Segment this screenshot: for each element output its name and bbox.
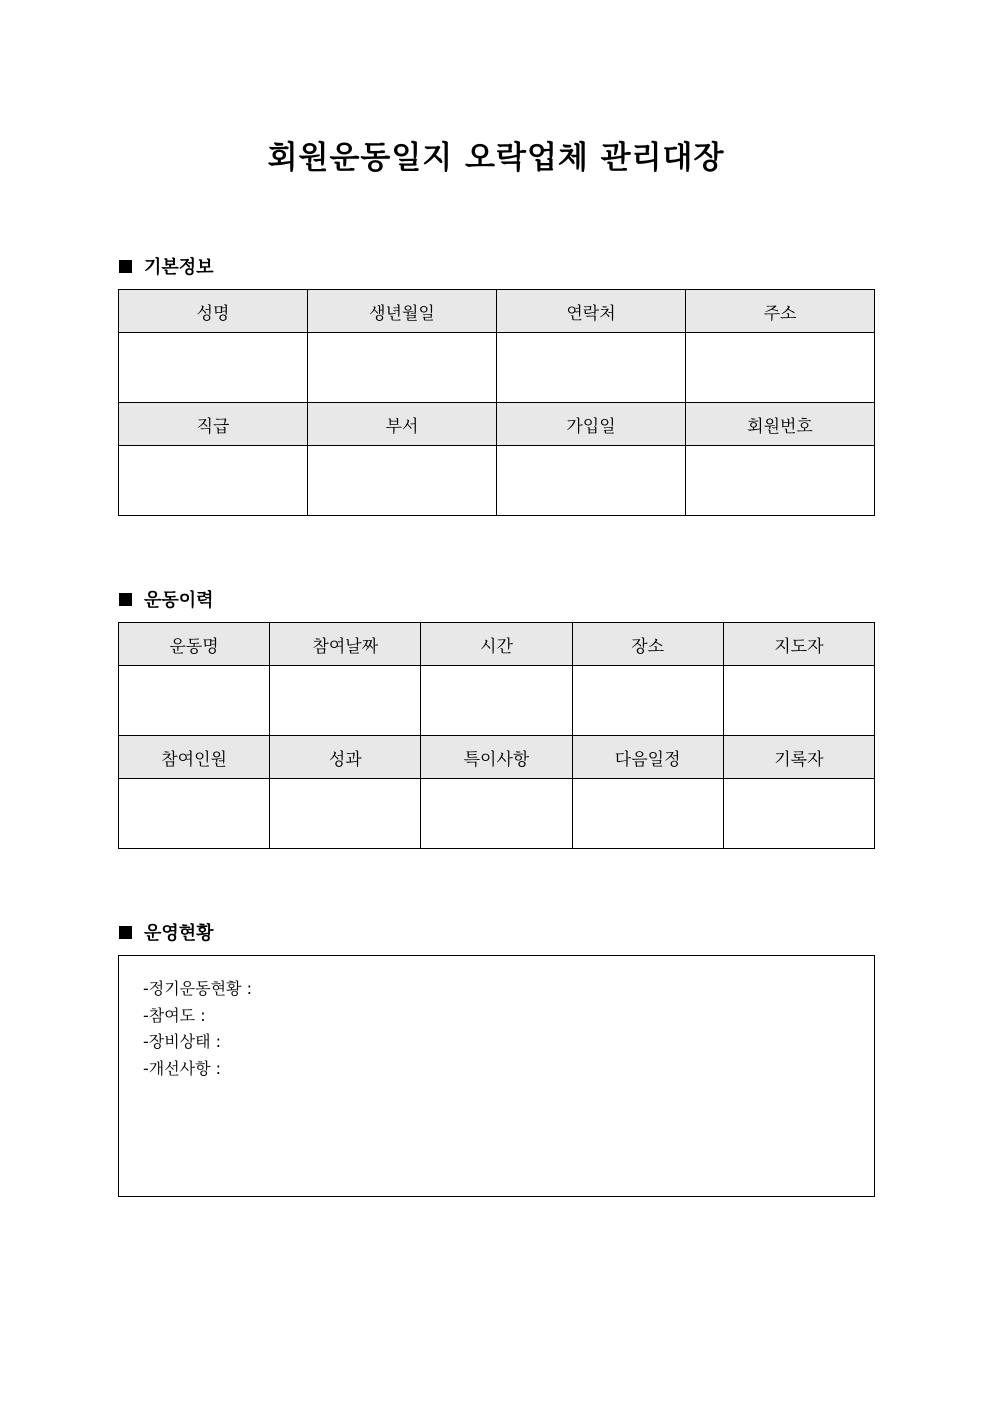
input-cell-member-number[interactable] bbox=[686, 446, 875, 516]
header-cell-birthdate: 생년월일 bbox=[308, 290, 497, 333]
header-cell-special-notes: 특이사항 bbox=[421, 736, 572, 779]
input-cell-department[interactable] bbox=[308, 446, 497, 516]
input-cell-position[interactable] bbox=[119, 446, 308, 516]
header-row bbox=[119, 736, 875, 779]
status-lines bbox=[143, 976, 252, 1082]
input-cell-time[interactable] bbox=[421, 666, 572, 736]
header-cell-location: 장소 bbox=[572, 623, 723, 666]
input-cell-recorder[interactable] bbox=[723, 779, 874, 849]
input-cell-results[interactable] bbox=[270, 779, 421, 849]
input-cell-next-schedule[interactable] bbox=[572, 779, 723, 849]
section-heading-exercise-history bbox=[119, 586, 214, 612]
status-line-regular-exercise: -정기운동현황 : bbox=[143, 979, 252, 998]
input-cell-special-notes[interactable] bbox=[421, 779, 572, 849]
status-line-equipment: -장비상태 : bbox=[143, 1032, 222, 1051]
black-square-icon bbox=[119, 926, 132, 939]
input-cell-join-date[interactable] bbox=[497, 446, 686, 516]
header-cell-position: 직급 bbox=[119, 403, 308, 446]
header-cell-time: 시간 bbox=[421, 623, 572, 666]
input-row bbox=[119, 333, 875, 403]
section-heading-operation-status bbox=[119, 919, 214, 945]
header-cell-address: 주소 bbox=[686, 290, 875, 333]
black-square-icon bbox=[119, 593, 132, 606]
header-row bbox=[119, 623, 875, 666]
section-heading-basic-info bbox=[119, 253, 214, 279]
status-line-participation: -참여도 : bbox=[143, 1005, 206, 1025]
header-cell-member-number: 회원번호 bbox=[686, 403, 875, 446]
header-cell-contact: 연락처 bbox=[497, 290, 686, 333]
exercise-history-table bbox=[118, 622, 875, 849]
input-cell-participants[interactable] bbox=[119, 779, 270, 849]
header-cell-department: 부서 bbox=[308, 403, 497, 446]
header-cell-recorder: 기록자 bbox=[723, 736, 874, 779]
header-cell-participants: 참여인원 bbox=[119, 736, 270, 779]
input-cell-name[interactable] bbox=[119, 333, 308, 403]
header-cell-instructor: 지도자 bbox=[723, 623, 874, 666]
black-square-icon bbox=[119, 260, 132, 273]
header-row bbox=[119, 290, 875, 333]
section-title: 운동이력 bbox=[144, 590, 214, 611]
header-cell-participation-date: 참여날짜 bbox=[270, 623, 421, 666]
operation-status-box[interactable] bbox=[118, 955, 875, 1197]
input-cell-address[interactable] bbox=[686, 333, 875, 403]
input-cell-birthdate[interactable] bbox=[308, 333, 497, 403]
section-title: 운영현황 bbox=[144, 923, 214, 944]
status-line-improvements: -개선사항 : bbox=[143, 1058, 222, 1078]
input-row bbox=[119, 666, 875, 736]
page-title: 회원운동일지 오락업체 관리대장 bbox=[267, 140, 725, 176]
header-row bbox=[119, 403, 875, 446]
basic-info-table bbox=[118, 289, 875, 516]
input-cell-location[interactable] bbox=[572, 666, 723, 736]
input-cell-instructor[interactable] bbox=[723, 666, 874, 736]
section-title: 기본정보 bbox=[144, 257, 214, 278]
input-cell-exercise-name[interactable] bbox=[119, 666, 270, 736]
header-cell-results: 성과 bbox=[270, 736, 421, 779]
input-row bbox=[119, 446, 875, 516]
input-cell-participation-date[interactable] bbox=[270, 666, 421, 736]
input-cell-contact[interactable] bbox=[497, 333, 686, 403]
input-row bbox=[119, 779, 875, 849]
header-cell-name: 성명 bbox=[119, 290, 308, 333]
header-cell-exercise-name: 운동명 bbox=[119, 623, 270, 666]
header-cell-next-schedule: 다음일정 bbox=[572, 736, 723, 779]
header-cell-join-date: 가입일 bbox=[497, 403, 686, 446]
